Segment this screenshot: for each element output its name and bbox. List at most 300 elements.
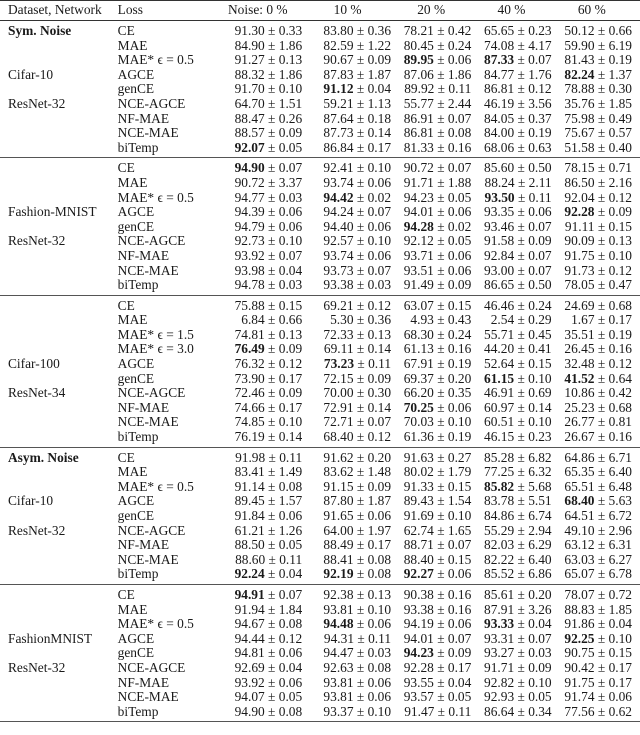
loss-cell: biTemp	[114, 567, 214, 584]
value-cell: 94.39 ± 0.06	[234, 204, 303, 220]
value-cell: 51.58 ± 0.40	[552, 141, 640, 158]
value-cell: 90.67 ± 0.09	[323, 52, 392, 68]
value-cell: 55.71 ± 0.45	[484, 326, 552, 342]
value-cell: 82.03 ± 6.29	[484, 537, 552, 553]
loss-cell: MAE* ϵ = 0.5	[117, 478, 194, 494]
table-row	[0, 191, 640, 206]
dataset-network-cell: ResNet-32	[8, 233, 66, 249]
value-cell: 87.64 ± 0.18	[323, 110, 392, 126]
value-cell: 61.21 ± 1.26	[234, 522, 303, 538]
table-row	[0, 21, 640, 39]
best-value: 82.24	[564, 66, 595, 82]
loss-cell: MAE	[117, 37, 148, 53]
value-cell: 83.78 ± 5.51	[484, 493, 552, 509]
header-noise-40: 40 %	[471, 1, 551, 21]
value-cell: 65.07 ± 6.78	[552, 567, 640, 584]
value-cell: 94.19 ± 0.06	[403, 616, 472, 632]
table-row	[0, 584, 640, 602]
dataset-network-cell: FashionMNIST	[8, 630, 93, 646]
table-row	[0, 176, 640, 191]
value-cell: 91.84 ± 0.06	[234, 508, 303, 523]
value-cell: 84.90 ± 1.86	[234, 37, 303, 53]
table-row	[0, 646, 640, 661]
table-row	[0, 430, 640, 447]
dataset-network-cell	[0, 191, 114, 206]
value-cell: 61.15 ± 0.10	[484, 370, 552, 386]
best-value: 85.82	[484, 478, 515, 494]
value-cell: 87.91 ± 3.26	[484, 601, 552, 617]
dataset-network-cell	[0, 126, 114, 141]
value-cell: 69.21 ± 0.12	[323, 297, 392, 313]
loss-cell: NCE-AGCE	[117, 659, 186, 675]
value-cell: 91.58 ± 0.09	[484, 233, 552, 249]
value-cell: 93.00 ± 0.07	[484, 262, 552, 278]
loss-cell: NCE-AGCE	[117, 95, 186, 111]
value-cell: 80.02 ± 1.79	[403, 464, 472, 480]
table-section	[0, 21, 640, 158]
table-row	[0, 205, 640, 220]
value-cell: 91.71 ± 0.09	[484, 659, 552, 675]
value-cell: 59.21 ± 1.13	[323, 95, 392, 111]
loss-cell: NF-MAE	[117, 674, 170, 690]
value-cell: 92.27 ± 0.06	[391, 567, 471, 584]
loss-cell: biTemp	[114, 278, 214, 295]
value-cell: 94.31 ± 0.11	[323, 630, 392, 646]
dataset-network-cell	[0, 158, 114, 176]
value-cell: 70.03 ± 0.10	[403, 414, 472, 430]
value-cell: 26.67 ± 0.16	[552, 430, 640, 447]
dataset-network-cell	[0, 584, 114, 602]
value-cell: 65.65 ± 0.23	[484, 23, 552, 38]
value-cell: 86.50 ± 2.16	[564, 174, 632, 190]
loss-cell: AGCE	[117, 204, 155, 220]
value-cell: 92.19 ± 0.08	[304, 567, 391, 584]
table-row	[0, 313, 640, 328]
table-row	[0, 141, 640, 158]
loss-cell: CE	[117, 297, 135, 313]
dataset-network-cell	[0, 342, 114, 357]
loss-cell: biTemp	[114, 430, 214, 447]
value-cell: 70.00 ± 0.30	[323, 385, 392, 401]
value-cell: 94.79 ± 0.06	[234, 218, 303, 234]
value-cell: 63.07 ± 0.15	[403, 297, 472, 313]
value-cell: 94.77 ± 0.03	[234, 189, 303, 205]
dataset-network-cell: ResNet-32	[8, 95, 66, 111]
value-cell: 89.45 ± 1.57	[234, 493, 303, 509]
value-cell: 50.12 ± 0.66	[564, 23, 632, 38]
value-cell: 91.74 ± 0.06	[564, 689, 632, 705]
value-cell: 55.29 ± 2.94	[484, 522, 552, 538]
value-cell: 6.84 ± 0.66	[241, 312, 303, 328]
value-cell: 93.31 ± 0.07	[484, 630, 552, 646]
value-cell: 88.49 ± 0.17	[323, 537, 392, 553]
value-cell: 94.42 ± 0.02	[323, 189, 392, 205]
table-row	[0, 465, 640, 480]
value-cell: 93.27 ± 0.03	[484, 645, 552, 661]
dataset-network-cell	[0, 220, 114, 235]
dataset-network-cell: Cifar-10	[8, 66, 54, 82]
best-value: 87.33	[484, 52, 515, 68]
value-cell: 91.71 ± 1.88	[403, 174, 472, 190]
value-cell: 84.86 ± 6.74	[484, 508, 552, 523]
value-cell: 64.51 ± 6.72	[564, 508, 632, 523]
loss-cell: NCE-AGCE	[117, 522, 186, 538]
value-cell: 78.07 ± 0.72	[564, 586, 632, 602]
best-value: 94.42	[323, 189, 354, 205]
value-cell: 90.72 ± 3.37	[234, 174, 303, 190]
value-cell: 94.07 ± 0.05	[234, 689, 303, 705]
dataset-network-cell	[0, 509, 114, 524]
loss-cell: biTemp	[114, 705, 214, 722]
table-row	[0, 295, 640, 313]
value-cell: 92.93 ± 0.05	[484, 689, 552, 705]
value-cell: 75.88 ± 0.15	[234, 297, 303, 313]
dataset-network-cell	[0, 465, 114, 480]
value-cell: 88.57 ± 0.09	[234, 125, 303, 141]
table-section	[0, 447, 640, 584]
table-row	[0, 82, 640, 97]
value-cell: 93.81 ± 0.06	[323, 674, 392, 690]
value-cell: 35.51 ± 0.19	[564, 326, 632, 342]
value-cell: 91.75 ± 0.17	[564, 674, 632, 690]
value-cell: 94.24 ± 0.07	[323, 204, 392, 220]
dataset-network-cell	[0, 82, 114, 97]
value-cell: 89.95 ± 0.06	[403, 52, 472, 68]
value-cell: 78.05 ± 0.47	[552, 278, 640, 295]
value-cell: 94.90 ± 0.08	[213, 705, 304, 722]
value-cell: 94.67 ± 0.08	[234, 616, 303, 632]
dataset-network-cell	[0, 553, 114, 568]
value-cell: 93.74 ± 0.06	[323, 174, 392, 190]
value-cell: 91.15 ± 0.09	[323, 478, 392, 494]
header-noise-20: 20 %	[391, 1, 471, 21]
value-cell: 81.33 ± 0.16	[391, 141, 471, 158]
value-cell: 68.30 ± 0.24	[403, 326, 472, 342]
best-value: 92.24	[234, 566, 265, 582]
value-cell: 91.11 ± 0.15	[564, 218, 632, 234]
best-value: 94.91	[234, 586, 265, 602]
loss-cell: CE	[117, 449, 135, 465]
value-cell: 91.49 ± 0.09	[391, 278, 471, 295]
value-cell: 62.74 ± 1.65	[403, 522, 472, 538]
value-cell: 90.09 ± 0.13	[564, 233, 632, 249]
value-cell: 88.24 ± 2.11	[484, 174, 552, 190]
loss-cell: AGCE	[117, 630, 155, 646]
table-row	[0, 97, 640, 112]
loss-cell: MAE* ϵ = 0.5	[117, 52, 194, 68]
best-value: 76.49	[234, 341, 265, 357]
value-cell: 94.40 ± 0.06	[323, 218, 392, 234]
value-cell: 86.64 ± 0.34	[471, 705, 551, 722]
value-cell: 92.28 ± 0.17	[403, 659, 472, 675]
value-cell: 76.32 ± 0.12	[234, 356, 303, 372]
value-cell: 93.50 ± 0.11	[484, 189, 552, 205]
best-value: 93.33	[484, 616, 515, 632]
value-cell: 46.91 ± 0.69	[484, 385, 552, 401]
table-row	[0, 617, 640, 632]
loss-cell: MAE* ϵ = 0.5	[117, 616, 194, 632]
dataset-network-cell	[0, 480, 114, 495]
best-value: 94.48	[323, 616, 354, 632]
table-row	[0, 234, 640, 249]
dataset-network-cell	[0, 141, 114, 158]
table-row	[0, 705, 640, 722]
dataset-network-cell	[0, 372, 114, 387]
value-cell: 24.69 ± 0.68	[564, 297, 632, 313]
loss-cell: CE	[117, 160, 135, 176]
value-cell: 93.74 ± 0.06	[323, 247, 392, 263]
value-cell: 94.01 ± 0.06	[403, 204, 472, 220]
dataset-network-cell	[0, 690, 114, 705]
value-cell: 94.48 ± 0.06	[323, 616, 392, 632]
table-row	[0, 415, 640, 430]
value-cell: 63.03 ± 6.27	[564, 551, 632, 567]
dataset-network-cell: ResNet-32	[8, 659, 66, 675]
value-cell: 68.40 ± 0.12	[304, 430, 391, 447]
dataset-network-cell	[0, 567, 114, 584]
dataset-network-cell	[0, 415, 114, 430]
value-cell: 93.38 ± 0.16	[403, 601, 472, 617]
value-cell: 75.67 ± 0.57	[564, 125, 632, 141]
loss-cell: NCE-MAE	[117, 262, 179, 278]
value-cell: 26.77 ± 0.81	[564, 414, 632, 430]
dataset-network-cell	[0, 112, 114, 127]
value-cell: 93.81 ± 0.10	[323, 601, 392, 617]
value-cell: 85.28 ± 6.82	[484, 449, 552, 465]
value-cell: 84.00 ± 0.19	[484, 125, 552, 141]
value-cell: 80.45 ± 0.24	[403, 37, 472, 53]
value-cell: 66.20 ± 0.35	[403, 385, 472, 401]
dataset-network-cell	[0, 264, 114, 279]
value-cell: 90.42 ± 0.17	[564, 659, 632, 675]
table-row	[0, 220, 640, 235]
value-cell: 92.04 ± 0.12	[564, 189, 632, 205]
value-cell: 35.76 ± 1.85	[564, 95, 632, 111]
value-cell: 63.12 ± 6.31	[564, 537, 632, 553]
value-cell: 87.83 ± 1.87	[323, 66, 392, 82]
dataset-network-cell: Sym. Noise	[8, 23, 72, 38]
value-cell: 93.92 ± 0.06	[234, 674, 303, 690]
value-cell: 72.46 ± 0.09	[234, 385, 303, 401]
value-cell: 78.15 ± 0.71	[564, 160, 632, 176]
header-dataset-network: Dataset, Network	[0, 1, 114, 21]
loss-cell: MAE	[117, 464, 148, 480]
header-noise-10: 10 %	[304, 1, 391, 21]
value-cell: 93.38 ± 0.03	[304, 278, 391, 295]
loss-cell: NF-MAE	[117, 247, 170, 263]
loss-cell: AGCE	[117, 66, 155, 82]
value-cell: 2.54 ± 0.29	[490, 312, 552, 328]
loss-cell: NCE-MAE	[117, 551, 179, 567]
table-row	[0, 524, 640, 539]
value-cell: 90.72 ± 0.07	[403, 160, 472, 176]
value-cell: 92.38 ± 0.13	[323, 586, 392, 602]
value-cell: 88.47 ± 0.26	[234, 110, 303, 126]
table-row	[0, 632, 640, 647]
table-row	[0, 567, 640, 584]
loss-cell: NCE-MAE	[117, 689, 179, 705]
value-cell: 92.73 ± 0.10	[234, 233, 303, 249]
value-cell: 89.43 ± 1.54	[403, 493, 472, 509]
loss-cell: MAE* ϵ = 3.0	[117, 341, 194, 357]
table-row	[0, 39, 640, 54]
value-cell: 5.30 ± 0.36	[330, 312, 392, 328]
table-row	[0, 676, 640, 691]
value-cell: 78.88 ± 0.30	[564, 81, 632, 97]
dataset-network-cell	[0, 676, 114, 691]
table-row	[0, 249, 640, 264]
value-cell: 46.15 ± 0.23	[471, 430, 551, 447]
value-cell: 91.30 ± 0.33	[234, 23, 303, 38]
value-cell: 94.28 ± 0.02	[403, 218, 472, 234]
dataset-network-cell	[0, 646, 114, 661]
value-cell: 73.23 ± 0.11	[323, 356, 392, 372]
value-cell: 91.70 ± 0.10	[234, 81, 303, 97]
loss-cell: CE	[117, 586, 135, 602]
value-cell: 94.23 ± 0.09	[403, 645, 472, 661]
value-cell: 44.20 ± 0.41	[484, 341, 552, 357]
value-cell: 59.90 ± 6.19	[564, 37, 632, 53]
value-cell: 52.64 ± 0.15	[484, 356, 552, 372]
table-row	[0, 264, 640, 279]
value-cell: 92.63 ± 0.08	[323, 659, 392, 675]
dataset-network-cell	[0, 705, 114, 722]
best-value: 68.40	[564, 493, 595, 509]
value-cell: 85.82 ± 5.68	[484, 478, 552, 494]
value-cell: 65.35 ± 6.40	[564, 464, 632, 480]
value-cell: 91.27 ± 0.13	[234, 52, 303, 68]
table-section	[0, 584, 640, 721]
best-value: 92.19	[323, 566, 354, 582]
value-cell: 92.69 ± 0.04	[234, 659, 303, 675]
best-value: 41.52	[564, 370, 595, 386]
value-cell: 82.59 ± 1.22	[323, 37, 392, 53]
value-cell: 92.25 ± 0.10	[564, 630, 632, 646]
value-cell: 73.90 ± 0.17	[234, 370, 303, 386]
value-cell: 78.21 ± 0.42	[403, 23, 472, 38]
value-cell: 77.25 ± 6.32	[484, 464, 552, 480]
value-cell: 84.77 ± 1.76	[484, 66, 552, 82]
value-cell: 93.33 ± 0.04	[484, 616, 552, 632]
value-cell: 74.81 ± 0.13	[234, 326, 303, 342]
value-cell: 88.71 ± 0.07	[403, 537, 472, 553]
header-noise-0: Noise: 0 %	[213, 1, 304, 21]
header-noise-60: 60 %	[552, 1, 640, 21]
loss-cell: MAE	[117, 601, 148, 617]
value-cell: 83.41 ± 1.49	[234, 464, 303, 480]
value-cell: 93.71 ± 0.06	[403, 247, 472, 263]
value-cell: 69.11 ± 0.14	[323, 341, 392, 357]
loss-cell: MAE* ϵ = 0.5	[117, 189, 194, 205]
dataset-network-cell	[0, 39, 114, 54]
value-cell: 74.85 ± 0.10	[234, 414, 303, 430]
value-cell: 92.57 ± 0.10	[323, 233, 392, 249]
value-cell: 91.65 ± 0.06	[323, 508, 392, 523]
value-cell: 93.81 ± 0.06	[323, 689, 392, 705]
value-cell: 10.86 ± 0.42	[564, 385, 632, 401]
value-cell: 86.81 ± 0.12	[484, 81, 552, 97]
value-cell: 65.51 ± 6.48	[564, 478, 632, 494]
value-cell: 26.45 ± 0.16	[564, 341, 632, 357]
table-row	[0, 509, 640, 524]
value-cell: 93.55 ± 0.04	[403, 674, 472, 690]
value-cell: 92.82 ± 0.10	[484, 674, 552, 690]
value-cell: 94.90 ± 0.07	[234, 160, 303, 176]
value-cell: 88.40 ± 0.15	[403, 551, 472, 567]
value-cell: 91.63 ± 0.27	[403, 449, 472, 465]
loss-cell: genCE	[117, 370, 155, 386]
value-cell: 90.75 ± 0.15	[564, 645, 632, 661]
value-cell: 77.56 ± 0.62	[552, 705, 640, 722]
value-cell: 74.08 ± 4.17	[484, 37, 552, 53]
dataset-network-cell: Cifar-10	[8, 493, 54, 509]
value-cell: 87.33 ± 0.07	[484, 52, 552, 68]
value-cell: 91.86 ± 0.04	[564, 616, 632, 632]
value-cell: 90.38 ± 0.16	[403, 586, 472, 602]
value-cell: 4.93 ± 0.43	[410, 312, 472, 328]
table-row	[0, 447, 640, 465]
value-cell: 61.36 ± 0.19	[391, 430, 471, 447]
value-cell: 88.83 ± 1.85	[564, 601, 632, 617]
dataset-network-cell	[0, 249, 114, 264]
table-row	[0, 401, 640, 416]
value-cell: 86.65 ± 0.50	[471, 278, 551, 295]
value-cell: 25.23 ± 0.68	[564, 399, 632, 415]
dataset-network-cell: ResNet-34	[8, 385, 66, 401]
best-value: 94.28	[403, 218, 434, 234]
value-cell: 74.66 ± 0.17	[234, 399, 303, 415]
value-cell: 94.78 ± 0.03	[213, 278, 304, 295]
value-cell: 83.62 ± 1.48	[323, 464, 392, 480]
value-cell: 82.24 ± 1.37	[564, 66, 632, 82]
table-row	[0, 690, 640, 705]
dataset-network-cell	[0, 617, 114, 632]
best-value: 73.23	[323, 356, 355, 372]
value-cell: 92.28 ± 0.09	[564, 204, 632, 220]
loss-cell: NCE-MAE	[117, 125, 179, 141]
value-cell: 92.41 ± 0.10	[323, 160, 392, 176]
dataset-network-cell	[0, 401, 114, 416]
value-cell: 93.57 ± 0.05	[403, 689, 472, 705]
loss-cell: MAE* ϵ = 1.5	[117, 326, 194, 342]
loss-cell: AGCE	[117, 356, 155, 372]
value-cell: 91.33 ± 0.15	[403, 478, 472, 494]
dataset-network-cell	[0, 313, 114, 328]
loss-cell: MAE	[117, 312, 148, 328]
value-cell: 84.05 ± 0.37	[484, 110, 552, 126]
value-cell: 1.67 ± 0.17	[571, 312, 632, 328]
value-cell: 91.62 ± 0.20	[323, 449, 392, 465]
best-value: 89.95	[403, 52, 434, 68]
dataset-network-cell	[0, 430, 114, 447]
value-cell: 72.91 ± 0.14	[323, 399, 392, 415]
table-row	[0, 278, 640, 295]
value-cell: 92.84 ± 0.07	[484, 247, 552, 263]
value-cell: 88.41 ± 0.08	[323, 551, 392, 567]
value-cell: 76.49 ± 0.09	[234, 341, 303, 357]
table-row	[0, 494, 640, 509]
header-loss: Loss	[114, 1, 214, 21]
value-cell: 93.98 ± 0.04	[234, 262, 303, 278]
value-cell: 87.73 ± 0.14	[323, 125, 392, 141]
table-row	[0, 126, 640, 141]
best-value: 70.25	[403, 399, 434, 415]
table-row	[0, 603, 640, 618]
dataset-network-cell	[0, 328, 114, 343]
value-cell: 93.37 ± 0.10	[304, 705, 391, 722]
value-cell: 93.51 ± 0.06	[403, 262, 472, 278]
table-row	[0, 372, 640, 387]
